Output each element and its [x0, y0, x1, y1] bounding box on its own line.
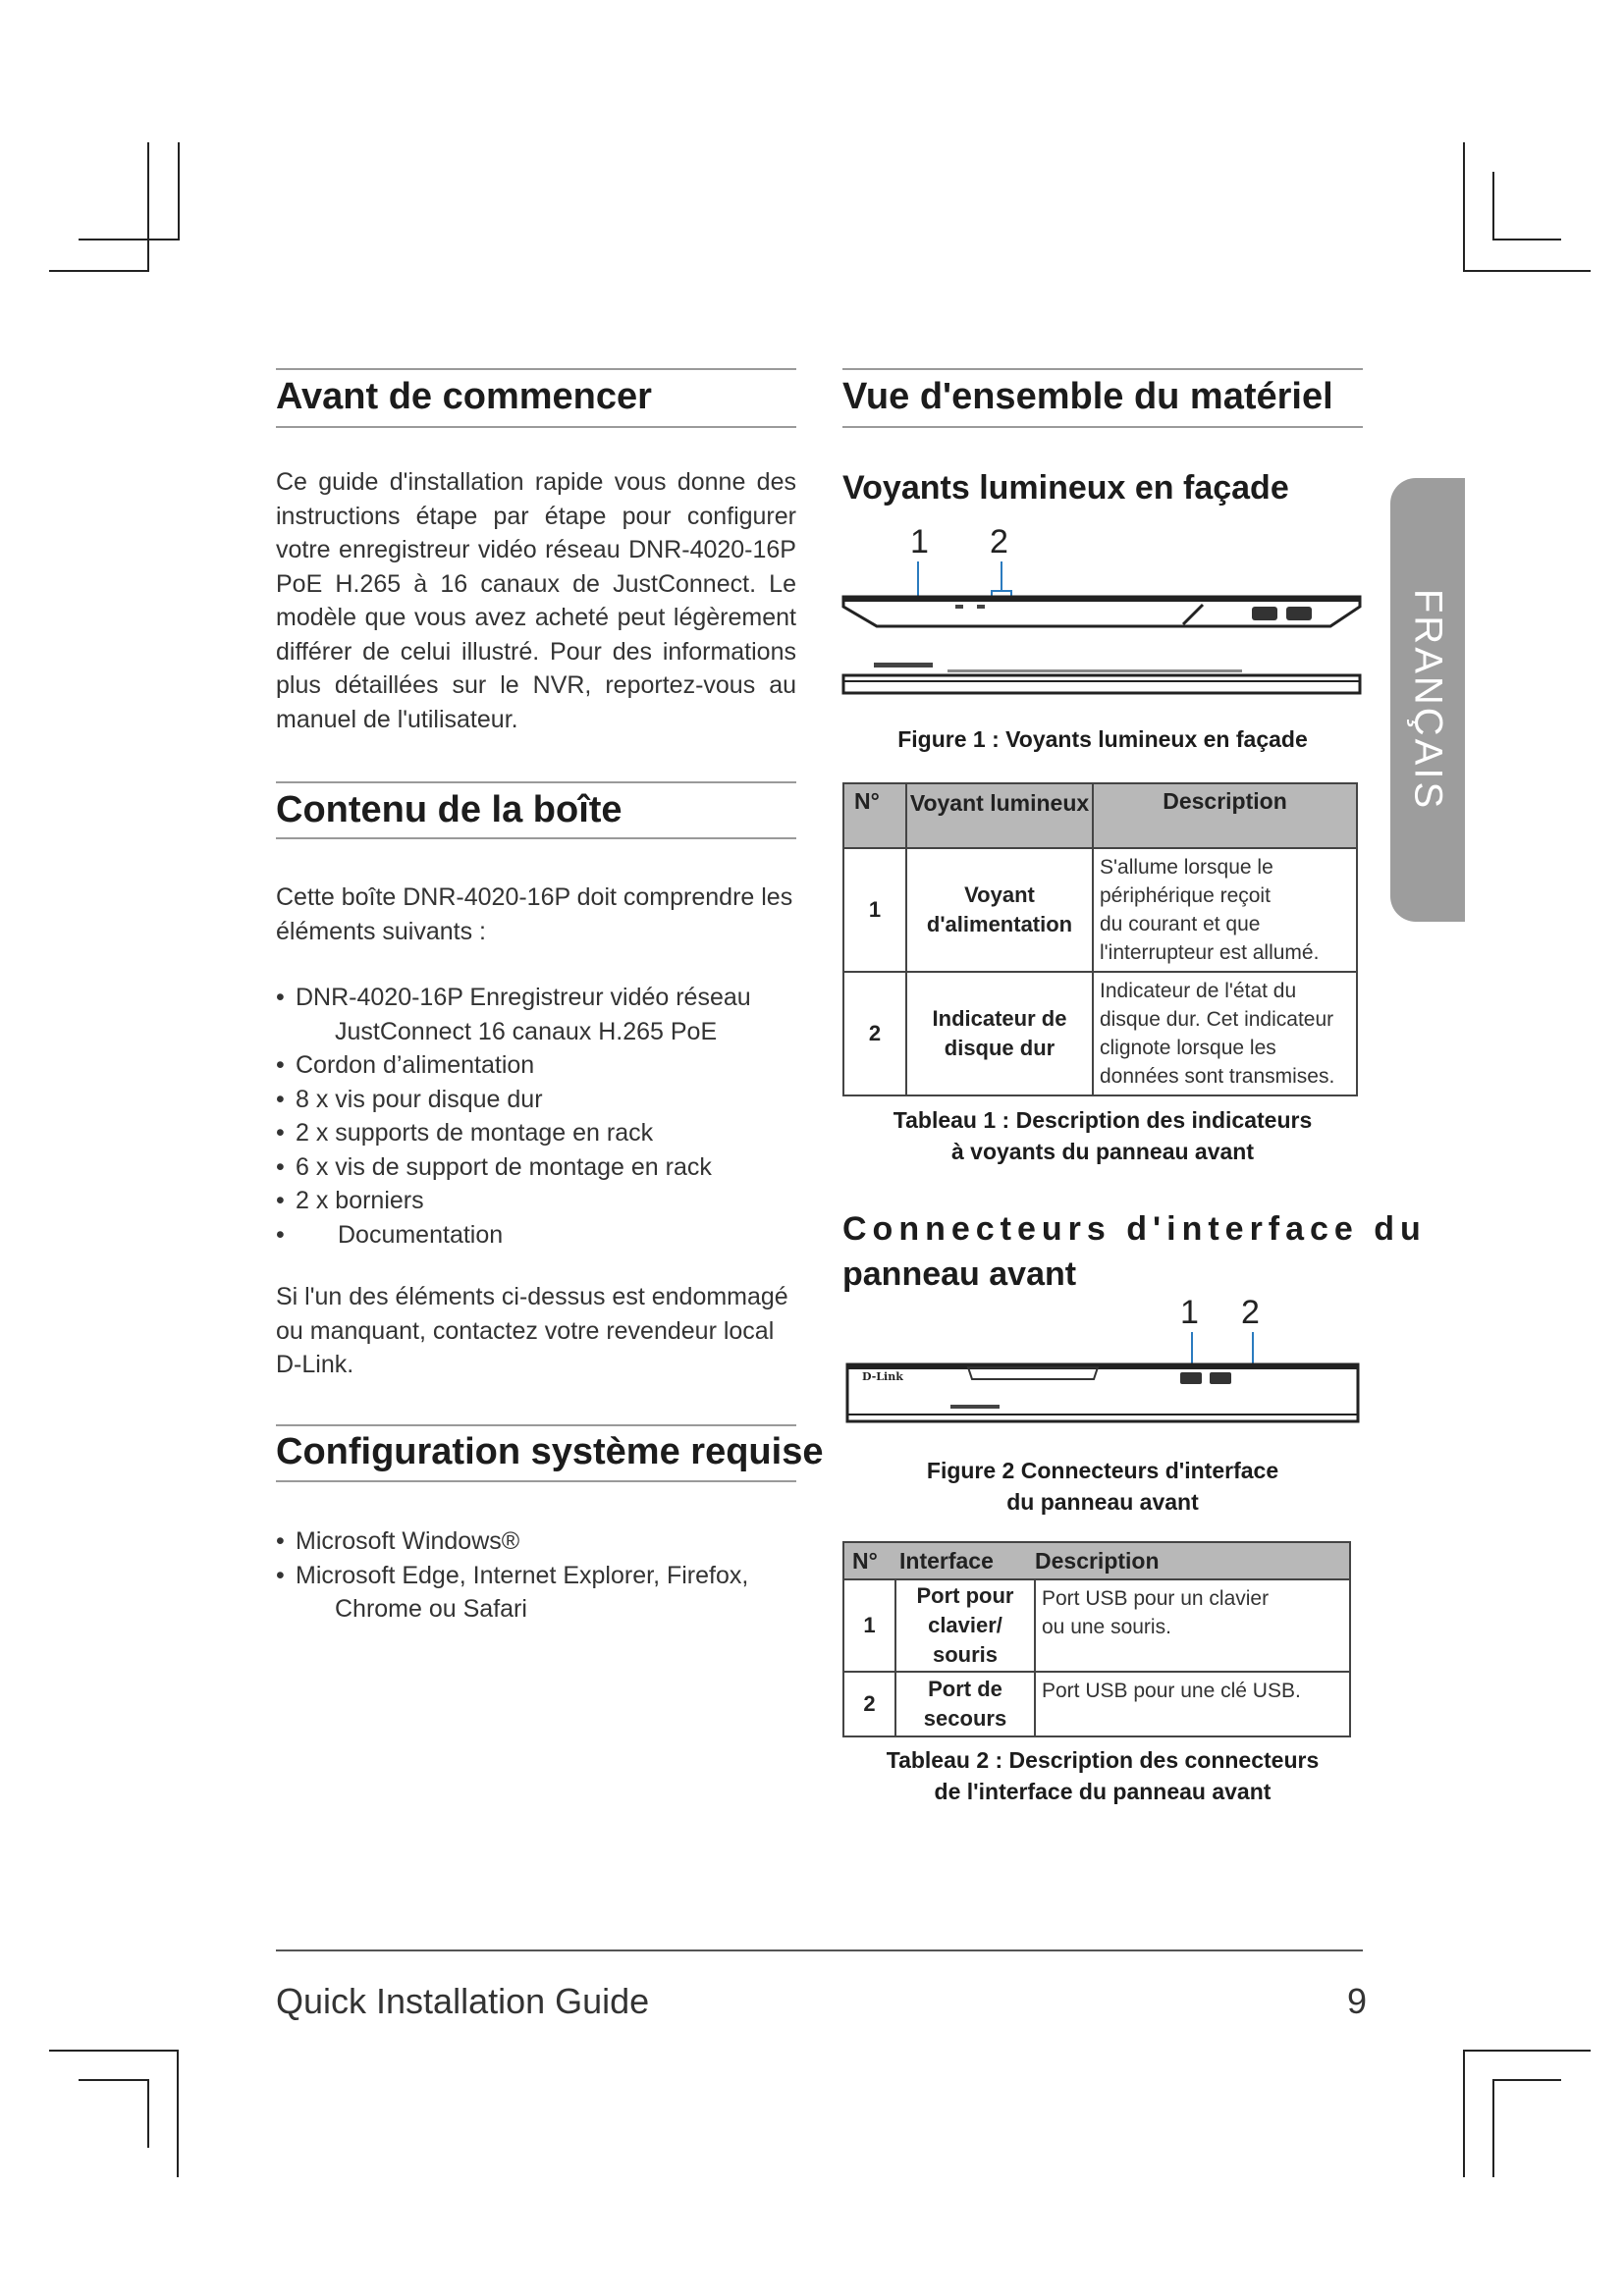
table-header: N°	[843, 1542, 895, 1579]
callout-1: 1	[1180, 1294, 1199, 1331]
table-header: N°	[843, 783, 906, 848]
subheading-voyants: Voyants lumineux en façade	[842, 469, 1289, 507]
contenu-list	[276, 981, 796, 1252]
table-header: Description	[1093, 783, 1357, 848]
list-item: • 8 x vis pour disque dur	[276, 1083, 796, 1117]
list-item: • Microsoft Windows®	[276, 1524, 796, 1559]
page-number: 9	[1346, 1981, 1367, 2021]
device-brand-label: D-Link	[862, 1370, 903, 1383]
avant-body: Ce guide d'installation rapide vous donne des instructions étape par étape pour configurer votre enregistreur vidéo réseau DNR-4020-16P PoE H.265 à 16 canaux de JustConnect. Le modèle que vous avez acheté peut légèrement différer de celui illustré. Pour des informations plus détaillées sur le NVR, reportez-vous au manuel de l'utilisateur.	[276, 468, 796, 733]
list-item: • 2 x supports de montage en rack	[276, 1116, 796, 1150]
subheading-connecteurs: Connecteurs d'interface du	[842, 1210, 1427, 1248]
list-item: • DNR-4020-16P Enregistreur vidéo réseau JustConnect 16 canaux H.265 PoE	[276, 981, 796, 1048]
table-row: 1 Port pour clavier/ souris Port USB pour un clavier ou une souris.	[843, 1579, 1350, 1672]
list-item: • 2 x borniers	[276, 1184, 796, 1218]
front-panel-led-illustration	[839, 560, 1365, 702]
table-row: 2 Port de secours Port USB pour une clé USB.	[843, 1672, 1350, 1736]
heading-materiel: Vue d'ensemble du matériel	[842, 376, 1333, 417]
heading-config: Configuration système requise	[276, 1431, 824, 1472]
table-header: Description	[1035, 1542, 1350, 1579]
callout-1: 1	[910, 523, 929, 561]
list-item: • 6 x vis de support de montage en rack	[276, 1150, 796, 1185]
figure-1-caption: Figure 1 : Voyants lumineux en façade	[897, 726, 1308, 752]
table-connecteurs	[842, 1541, 1351, 1737]
list-item: • Cordon d’alimentation	[276, 1048, 796, 1083]
table-2-caption: Tableau 2 : Description des connecteurs de l'interface du panneau avant	[886, 1747, 1320, 1804]
contenu-note: Si l'un des éléments ci-dessus est endommagé ou manquant, contactez votre revendeur local D-Link.	[276, 1283, 788, 1378]
table-1-caption: Tableau 1 : Description des indicateurs à voyants du panneau avant	[893, 1107, 1313, 1164]
list-item: • Microsoft Edge, Internet Explorer, Firefox, Chrome ou Safari	[276, 1559, 796, 1627]
callout-2: 2	[1241, 1294, 1260, 1331]
heading-avant: Avant de commencer	[276, 376, 652, 417]
contenu-intro: Cette boîte DNR-4020-16P doit comprendre les éléments suivants :	[276, 883, 793, 945]
table-row: 2 Indicateur de disque dur Indicateur de l'état du disque dur. Cet indicateur clignote lorsque les données sont transmises.	[843, 972, 1357, 1095]
subheading-connecteurs-2: panneau avant	[842, 1255, 1077, 1293]
heading-contenu: Contenu de la boîte	[276, 789, 623, 830]
table-header: Interface	[895, 1542, 1035, 1579]
config-list	[276, 1524, 796, 1627]
front-panel-connector-illustration	[842, 1330, 1363, 1428]
table-header: Voyant lumineux	[906, 783, 1093, 848]
list-item: • Documentation	[276, 1218, 796, 1253]
table-row: 1 Voyant d'alimentation S'allume lorsque le périphérique reçoit du courant et que l'interrupteur est allumé.	[843, 848, 1357, 972]
language-tab-label: FRANÇAIS	[1406, 588, 1450, 812]
callout-2: 2	[990, 523, 1008, 561]
language-tab	[1390, 478, 1465, 922]
table-voyants	[842, 782, 1358, 1096]
footer-title: Quick Installation Guide	[276, 1981, 650, 2021]
figure-2-caption: Figure 2 Connecteurs d'interface du panneau avant	[926, 1458, 1279, 1515]
